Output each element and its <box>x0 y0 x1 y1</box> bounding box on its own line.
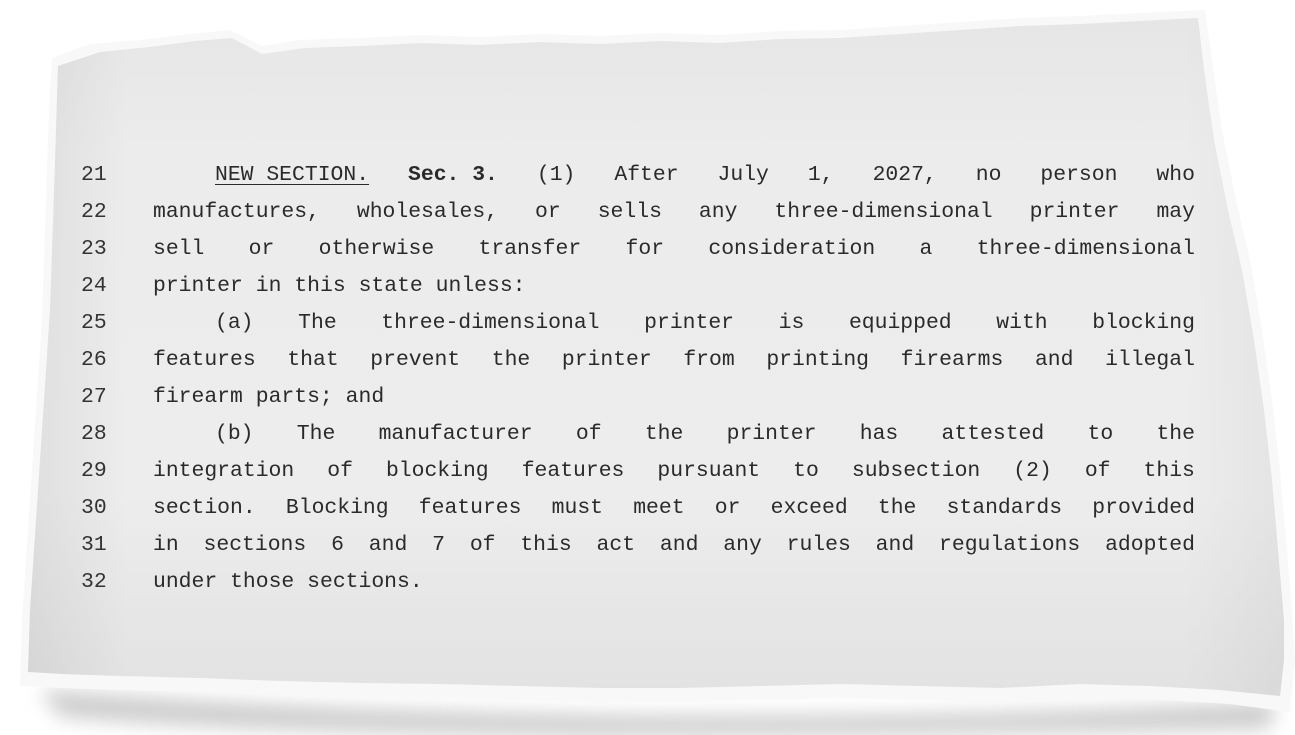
line-text: integration of blocking features pursuant to subsection (2) of this <box>153 459 1195 483</box>
line-text: features that prevent the printer from printing firearms and illegal <box>153 348 1195 372</box>
line-number: 21 <box>81 163 107 187</box>
line-number: 31 <box>81 533 107 557</box>
line-25 <box>0 305 1295 342</box>
line-24 <box>0 268 1295 305</box>
line-number: 22 <box>81 200 107 224</box>
line-number: 26 <box>81 348 107 372</box>
line-text: under those sections. <box>153 570 423 594</box>
line-21 <box>0 157 1295 194</box>
line-number: 29 <box>81 459 107 483</box>
line-32 <box>0 564 1295 601</box>
line-text: (b) The manufacturer of the printer has attested to the <box>215 422 1195 446</box>
line-28 <box>0 416 1295 453</box>
line-number: 24 <box>81 274 107 298</box>
line-30 <box>0 490 1295 527</box>
line-text: section. Blocking features must meet or exceed the standards provided <box>153 496 1195 520</box>
line-22 <box>0 194 1295 231</box>
line-27 <box>0 379 1295 416</box>
line-text: sell or otherwise transfer for consideration a three-dimensional <box>153 237 1195 261</box>
new-section-heading: NEW SECTION. <box>215 163 370 187</box>
line-29 <box>0 453 1295 490</box>
line-26 <box>0 342 1295 379</box>
line-23 <box>0 231 1295 268</box>
line-text: printer in this state unless: <box>153 274 526 298</box>
line-number: 30 <box>81 496 107 520</box>
section-number: Sec. 3. <box>408 163 498 187</box>
line-number: 28 <box>81 422 107 446</box>
line-text: manufactures, wholesales, or sells any three-dimensional printer may <box>153 200 1195 224</box>
line-text: firearm parts; and <box>153 385 385 409</box>
line-31 <box>0 527 1295 564</box>
bill-text <box>0 157 1295 601</box>
line-number: 23 <box>81 237 107 261</box>
line-number: 27 <box>81 385 107 409</box>
line-text: NEW SECTION. Sec. 3. (1) After July 1, 2027, no person who <box>215 157 1195 194</box>
line-number: 25 <box>81 311 107 335</box>
line-text: (a) The three-dimensional printer is equipped with blocking <box>215 311 1195 335</box>
line-text: in sections 6 and 7 of this act and any rules and regulations adopted <box>153 533 1195 557</box>
line-number: 32 <box>81 570 107 594</box>
